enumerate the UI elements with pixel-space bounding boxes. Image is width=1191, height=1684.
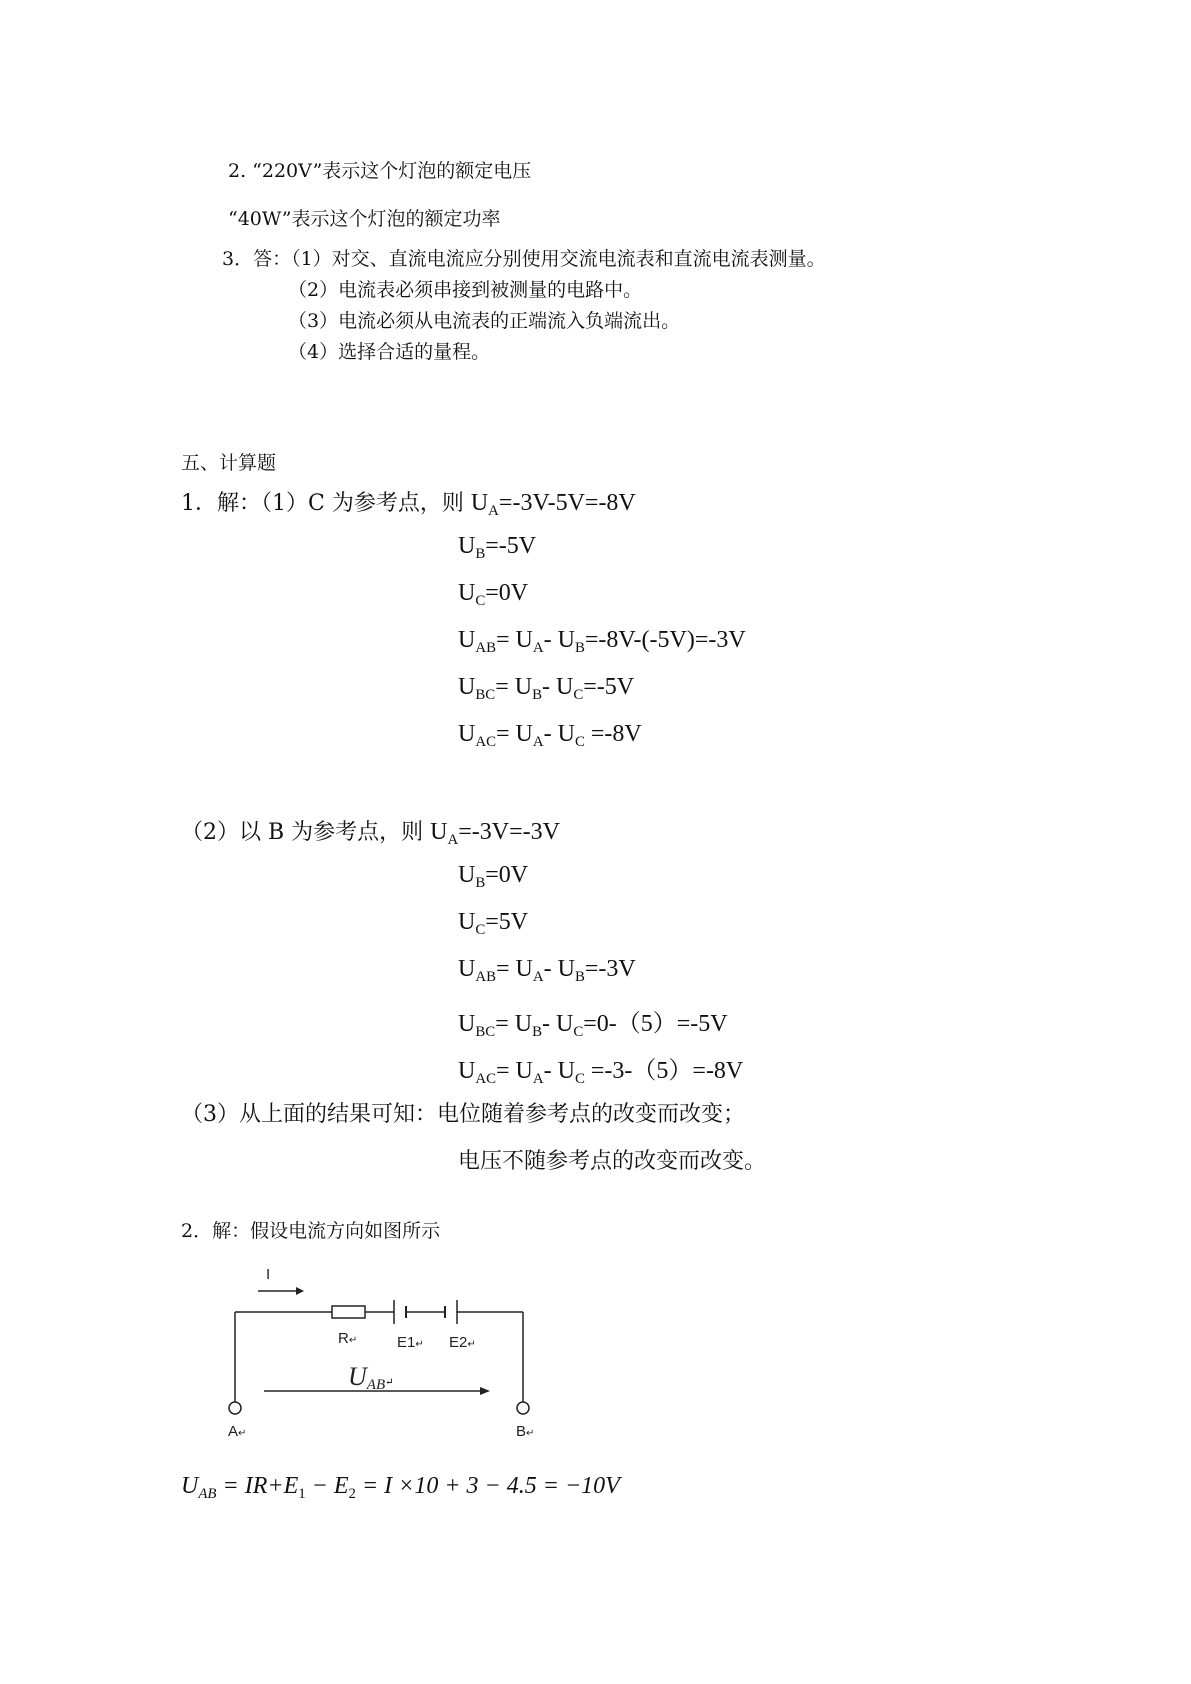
q1-part2-intro: （2）以 B 为参考点，则 $U_A=-3V=-3V$ [181, 819, 560, 848]
q1-eq-uab: $U_{AB}= U_A-$ $U_B=-8V-(-5V)=-3V$ [458, 627, 746, 656]
e2-label: E2↵ [449, 1334, 476, 1351]
uab-label: UAB↵ [348, 1362, 394, 1393]
answer-3-line-1: 3．答：（1）对交、直流电流应分别使用交流电流表和直流电流表测量。 [222, 248, 826, 270]
q1-part3-line-2: 电压不随参考点的改变而改变。 [458, 1149, 767, 1174]
q1-p2-eq-uac: $U_{AC}= U_A-$ $U_C =-3-(5)=-8V$ [458, 1058, 744, 1087]
node-a-label: A↵ [228, 1423, 247, 1440]
terminal-b [517, 1402, 529, 1414]
q1-eq-uac: $U_{AC}= U_A-$ $U_C =-8V$ [458, 721, 642, 750]
answer-2-line-1: 2. “220V”表示这个灯泡的额定电压 [228, 160, 532, 182]
node-b-label: B↵ [516, 1423, 535, 1440]
q1-p2-eq-uab: $U_{AB}= U_A-$ $U_B=-3V$ [458, 956, 636, 985]
q1-eq-uc: $U_C=0V$ [458, 580, 529, 609]
q1-part1-intro: 1．解：（1）C 为参考点，则 $U_A=-3V-5V=-8V$ [181, 490, 636, 519]
terminal-a [229, 1402, 241, 1414]
current-arrow-head [296, 1287, 304, 1295]
resistor-r [332, 1306, 365, 1318]
answer-3-line-2: （2）电流表必须串接到被测量的电路中。 [288, 279, 643, 301]
q1-eq-ubc: $U_{BC}= U_B-$ $U_C=-5V$ [458, 674, 635, 703]
q1-eq-ub: $U_B=-5V$ [458, 533, 537, 562]
uab-arrow-head [480, 1387, 490, 1395]
q2-intro: 2．解：假设电流方向如图所示 [181, 1220, 441, 1242]
q1-p2-eq-ubc: $U_{BC}= U_B-$ $U_C=0-(5)=-5V$ [458, 1011, 728, 1040]
q1-p2-eq-ub: $U_B=0V$ [458, 862, 529, 891]
answer-3-line-4: （4）选择合适的量程。 [288, 341, 491, 363]
circuit-diagram [200, 1255, 560, 1455]
current-label: I [266, 1266, 271, 1283]
section-title: 五、计算题 [181, 452, 277, 474]
q1-part3-line-1: （3）从上面的结果可知：电位随着参考点的改变而改变； [181, 1102, 745, 1127]
answer-2-line-2: “40W”表示这个灯泡的额定功率 [228, 208, 501, 230]
q2-equation: $U_{AB} = IR+E_1 - E_2 = I \times 10 + 3 - 4.5 = -10V$ [181, 1473, 620, 1502]
answer-3-line-3: （3）电流必须从电流表的正端流入负端流出。 [288, 310, 681, 332]
q1-p2-eq-uc: $U_C=5V$ [458, 909, 529, 938]
e1-label: E1↵ [397, 1334, 424, 1351]
resistor-label: R↵ [338, 1330, 358, 1347]
